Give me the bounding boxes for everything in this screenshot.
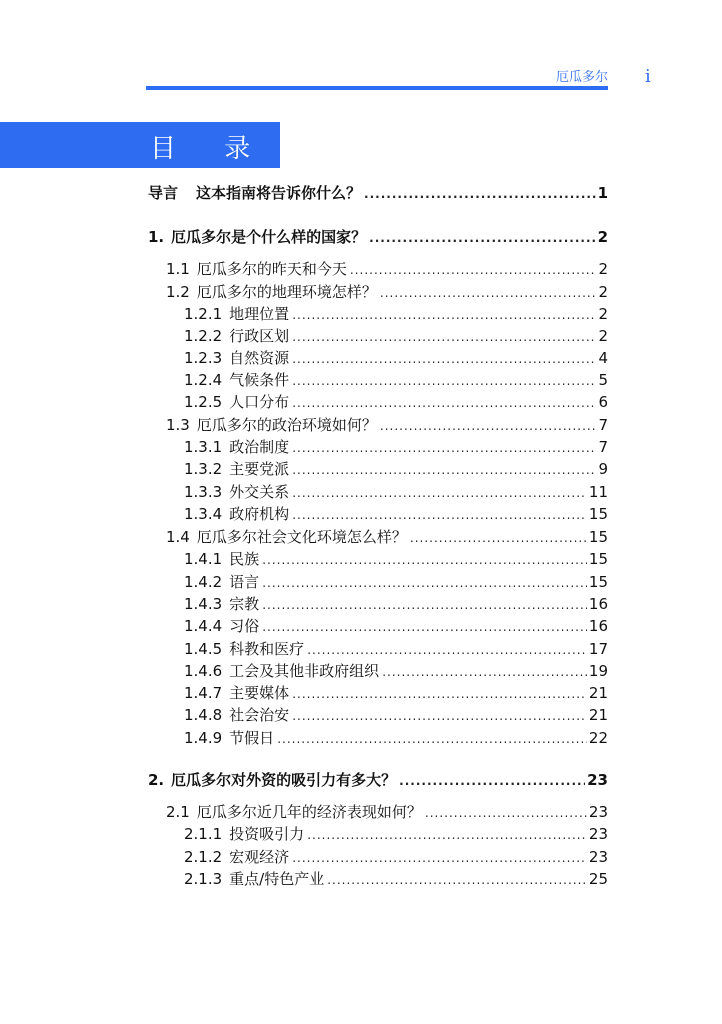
toc-entry-title: 厄瓜多尔是个什么样的国家？ bbox=[171, 228, 367, 246]
dot-leader bbox=[292, 683, 587, 705]
toc-entry-title: 厄瓜多尔对外资的吸引力有多大？ bbox=[171, 771, 397, 789]
toc-entry-number: 2.1.2 bbox=[184, 848, 223, 866]
toc-entry-title: 宗教 bbox=[229, 595, 260, 613]
toc-entry-title: 重点/特色产业 bbox=[229, 870, 325, 888]
toc-entry[interactable] bbox=[184, 503, 608, 525]
dot-leader bbox=[292, 348, 596, 370]
toc-entry[interactable] bbox=[184, 481, 608, 503]
toc-entry-title: 厄瓜多尔的地理环境怎样？ bbox=[196, 283, 377, 301]
toc-entry-number: 1.3.4 bbox=[184, 505, 223, 523]
toc-entry-page: 5 bbox=[598, 371, 608, 389]
dot-leader bbox=[380, 415, 597, 437]
page-number: i bbox=[645, 66, 651, 87]
toc-entry-title: 自然资源 bbox=[229, 349, 290, 367]
toc-entry-page: 15 bbox=[588, 550, 608, 568]
toc-entry-title: 厄瓜多尔近几年的经济表现如何？ bbox=[196, 803, 422, 821]
dot-leader bbox=[292, 847, 587, 869]
toc-entry-title: 工会及其他非政府组织 bbox=[229, 662, 380, 680]
toc-entry-page: 1 bbox=[597, 184, 608, 202]
toc-entry-page: 23 bbox=[588, 825, 608, 843]
running-title: 厄瓜多尔 bbox=[555, 70, 608, 85]
toc-entry-title: 宏观经济 bbox=[229, 848, 290, 866]
dot-leader bbox=[292, 504, 587, 526]
toc-entry-page: 19 bbox=[588, 662, 608, 680]
toc-entry-number: 1.4.2 bbox=[184, 573, 223, 591]
dot-leader bbox=[382, 661, 587, 683]
dot-leader bbox=[292, 326, 596, 348]
toc-entry-page: 16 bbox=[588, 595, 608, 613]
toc-entry-number: 2.1.3 bbox=[184, 870, 223, 888]
toc-entry-page: 7 bbox=[598, 416, 608, 434]
toc-entry[interactable] bbox=[166, 801, 608, 823]
dot-leader bbox=[292, 392, 596, 414]
toc-entry-number: 1.4.9 bbox=[184, 729, 223, 747]
toc-entry-page: 23 bbox=[588, 803, 608, 821]
dot-leader bbox=[292, 482, 587, 504]
toc-entry-number: 1.4.8 bbox=[184, 706, 223, 724]
toc-entry[interactable] bbox=[184, 593, 608, 615]
toc-entry-number: 1.2.3 bbox=[184, 349, 223, 367]
toc-entry[interactable] bbox=[184, 704, 608, 726]
toc-entry-number: 2. bbox=[148, 771, 165, 789]
toc-entry[interactable] bbox=[184, 682, 608, 704]
toc-entry[interactable] bbox=[184, 391, 608, 413]
toc-entry-page: 2 bbox=[597, 228, 608, 246]
toc-entry[interactable] bbox=[184, 548, 608, 570]
toc-entry-page: 6 bbox=[598, 393, 608, 411]
toc-entry-number: 导言 bbox=[148, 184, 179, 202]
toc-entry-page: 2 bbox=[598, 260, 608, 278]
dot-leader bbox=[425, 802, 587, 824]
toc-entry-number: 1.1 bbox=[166, 260, 190, 278]
toc-entry-title: 节假日 bbox=[229, 729, 275, 747]
dot-leader bbox=[369, 227, 595, 249]
toc-entry-number: 1.2.2 bbox=[184, 327, 223, 345]
toc-entry-title: 民族 bbox=[229, 550, 260, 568]
toc-entry-page: 9 bbox=[598, 460, 608, 478]
dot-leader bbox=[292, 459, 596, 481]
toc-entry-page: 7 bbox=[598, 438, 608, 456]
toc-entry-number: 1.4.4 bbox=[184, 617, 223, 635]
dot-leader bbox=[292, 705, 587, 727]
toc-entry-number: 1.3.3 bbox=[184, 483, 223, 501]
toc-entry-number: 1.4 bbox=[166, 528, 190, 546]
toc-entry[interactable] bbox=[166, 281, 608, 303]
toc-entry-number: 1.4.6 bbox=[184, 662, 223, 680]
toc-entry-number: 1.2.1 bbox=[184, 305, 223, 323]
dot-leader bbox=[350, 259, 597, 281]
toc-entry[interactable] bbox=[148, 182, 608, 204]
toc-entry-page: 2 bbox=[598, 327, 608, 345]
dot-leader bbox=[380, 282, 597, 304]
toc-entry[interactable] bbox=[184, 615, 608, 637]
dot-leader bbox=[262, 616, 587, 638]
dot-leader bbox=[292, 304, 596, 326]
toc-entry-number: 1.3.1 bbox=[184, 438, 223, 456]
dot-leader bbox=[262, 549, 587, 571]
toc-entry-title: 地理位置 bbox=[229, 305, 290, 323]
dot-leader bbox=[277, 728, 587, 750]
toc-entry-title: 社会治安 bbox=[229, 706, 290, 724]
toc-entry[interactable] bbox=[184, 436, 608, 458]
dot-leader bbox=[292, 437, 596, 459]
toc-entry[interactable] bbox=[166, 414, 608, 436]
dot-leader bbox=[399, 770, 585, 792]
dot-leader bbox=[410, 527, 587, 549]
toc-entry-number: 1.3.2 bbox=[184, 460, 223, 478]
toc-entry-number: 1.2 bbox=[166, 283, 190, 301]
dot-leader bbox=[292, 370, 596, 392]
toc-entry[interactable] bbox=[184, 325, 608, 347]
toc-entry-title: 人口分布 bbox=[229, 393, 290, 411]
toc-entry-page: 2 bbox=[598, 305, 608, 323]
dot-leader bbox=[307, 824, 587, 846]
toc-entry[interactable] bbox=[184, 347, 608, 369]
toc-entry-number: 1.2.5 bbox=[184, 393, 223, 411]
toc-entry-page: 15 bbox=[588, 505, 608, 523]
toc-entry[interactable] bbox=[184, 660, 608, 682]
toc-entry[interactable] bbox=[148, 226, 608, 248]
header-rule bbox=[146, 86, 608, 90]
dot-leader bbox=[307, 639, 587, 661]
toc-entry[interactable] bbox=[184, 638, 608, 660]
toc-entry-page: 23 bbox=[588, 848, 608, 866]
toc-entry[interactable] bbox=[184, 303, 608, 325]
toc-entry-title: 厄瓜多尔的昨天和今天 bbox=[196, 260, 347, 278]
toc-entry-number: 1.4.7 bbox=[184, 684, 223, 702]
toc-entry-title: 政治制度 bbox=[229, 438, 290, 456]
toc-entry-title: 习俗 bbox=[229, 617, 260, 635]
toc-entry-page: 16 bbox=[588, 617, 608, 635]
toc-entry-page: 11 bbox=[588, 483, 608, 501]
toc-entry-number: 1.2.4 bbox=[184, 371, 223, 389]
toc-entry-number: 1.4.3 bbox=[184, 595, 223, 613]
toc-entry-page: 17 bbox=[588, 640, 608, 658]
toc-entry[interactable] bbox=[184, 369, 608, 391]
toc-entry-page: 21 bbox=[588, 684, 608, 702]
toc-entry-title: 投资吸引力 bbox=[229, 825, 305, 843]
toc-entry-page: 21 bbox=[588, 706, 608, 724]
toc-entry-number: 1. bbox=[148, 228, 165, 246]
dot-leader bbox=[327, 869, 587, 891]
toc-entry-title: 厄瓜多尔的政治环境如何？ bbox=[196, 416, 377, 434]
toc-entry-page: 2 bbox=[598, 283, 608, 301]
toc-entry[interactable] bbox=[184, 846, 608, 868]
toc-entry-title: 科教和医疗 bbox=[229, 640, 305, 658]
toc-entry-title: 厄瓜多尔社会文化环境怎么样？ bbox=[196, 528, 407, 546]
toc-entry-number: 1.3 bbox=[166, 416, 190, 434]
toc-entry-title: 外交关系 bbox=[229, 483, 290, 501]
toc-entry-page: 25 bbox=[588, 870, 608, 888]
toc-entry-page: 23 bbox=[587, 771, 608, 789]
toc-entry-number: 2.1.1 bbox=[184, 825, 223, 843]
toc-entry[interactable] bbox=[184, 823, 608, 845]
toc-entry-title: 行政区划 bbox=[229, 327, 290, 345]
toc-entry-title: 气候条件 bbox=[229, 371, 290, 389]
page-title: 目 录 bbox=[150, 134, 271, 164]
toc-entry-title: 语言 bbox=[229, 573, 260, 591]
toc-entry-title: 主要媒体 bbox=[229, 684, 290, 702]
toc-entry-number: 1.4.1 bbox=[184, 550, 223, 568]
toc-entry-page: 22 bbox=[588, 729, 608, 747]
toc-entry-title: 这本指南将告诉你什么？ bbox=[196, 184, 362, 202]
toc-entry[interactable] bbox=[184, 868, 608, 890]
toc-entry[interactable] bbox=[166, 258, 608, 280]
toc-entry[interactable] bbox=[184, 458, 608, 480]
dot-leader bbox=[262, 594, 587, 616]
toc-entry-page: 4 bbox=[598, 349, 608, 367]
dot-leader bbox=[262, 572, 587, 594]
toc-entry-number: 1.4.5 bbox=[184, 640, 223, 658]
toc-entry-page: 15 bbox=[588, 573, 608, 591]
toc-entry-page: 15 bbox=[588, 528, 608, 546]
dot-leader bbox=[364, 183, 596, 205]
toc-entry[interactable] bbox=[148, 769, 608, 791]
toc-entry-title: 主要党派 bbox=[229, 460, 290, 478]
toc-entry[interactable] bbox=[166, 526, 608, 548]
toc-entry[interactable] bbox=[184, 571, 608, 593]
toc-entry-number: 2.1 bbox=[166, 803, 190, 821]
toc-entry[interactable] bbox=[184, 727, 608, 749]
toc-entry-title: 政府机构 bbox=[229, 505, 290, 523]
